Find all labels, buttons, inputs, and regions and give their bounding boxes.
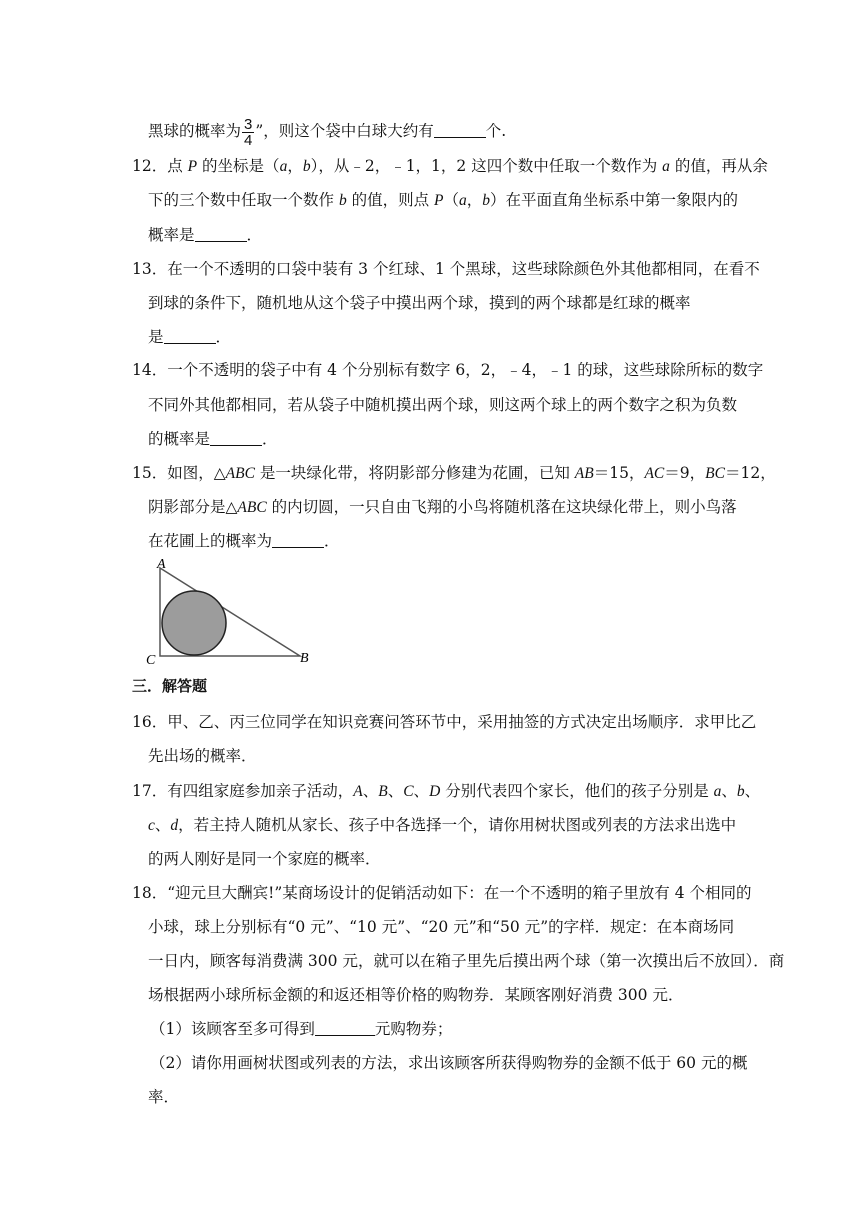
label-b: B bbox=[300, 651, 309, 666]
q12-line-3: 概率是 ． bbox=[148, 226, 263, 244]
q12-line-2: 下的三个数中任取一个数作 b 的值，则点 P（a，b）在平面直角坐标系中第一象限内的 bbox=[148, 191, 739, 209]
q18-line-1: 18．“迎元旦大酬宾!”某商场设计的促销活动如下：在一个不透明的箱子里放有 4 个相同的 bbox=[132, 884, 752, 902]
answer-blank-11[interactable] bbox=[434, 123, 486, 138]
fraction-three-quarters: $\frac{3}{4}$ bbox=[244, 115, 253, 149]
answer-blank-15[interactable] bbox=[272, 533, 324, 548]
incircle bbox=[162, 591, 226, 655]
q17-line-1: 17．有四组家庭参加亲子活动，A、B、C、D 分别代表四个家长，他们的孩子分别是 a、b、 bbox=[132, 782, 761, 800]
q14-line-3: 的概率是 ． bbox=[148, 430, 278, 448]
q18-part-2-line-2: 率． bbox=[148, 1088, 180, 1106]
q14-line-1: 14．一个不透明的袋子中有 4 个分别标有数字 6，2，﹣4，﹣1 的球，这些球除所标的数字 bbox=[132, 361, 764, 379]
section-heading: 三．解答题 bbox=[132, 677, 208, 695]
answer-blank-13[interactable] bbox=[164, 329, 216, 344]
triangle-incircle-figure bbox=[140, 556, 320, 668]
q18-part-2-line-1: （2）请你用画树状图或列表的方法，求出该顾客所获得购物券的金额不低于 60 元的概 bbox=[150, 1054, 748, 1072]
q18-line-4: 场根据两小球所标金额的和返还相等价格的购物券．某顾客刚好消费 300 元． bbox=[148, 986, 684, 1004]
q17-line-3: 的两人刚好是同一个家庭的概率． bbox=[148, 850, 381, 868]
q13-line-3: 是 ． bbox=[148, 328, 232, 346]
q16-line-2: 先出场的概率． bbox=[148, 747, 257, 765]
q17-line-2: c、d，若主持人随机从家长、孩子中各选择一个，请你用树状图或列表的方法求出选中 bbox=[148, 816, 737, 834]
q11-continuation: 黑球的概率为 $\frac{3}{4}$ ”，则这个袋中白球大约有 个. bbox=[148, 115, 507, 149]
q18-line-3: 一日内，顾客每消费满 300 元，就可以在箱子里先后摸出两个球（第一次摸出后不放回）．商 bbox=[148, 952, 785, 970]
answer-blank-14[interactable] bbox=[210, 431, 262, 446]
q18-line-2: 小球，球上分别标有“0 元”、“10 元”、“20 元”和“50 元”的字样．规定：在本商场同 bbox=[148, 918, 735, 936]
answer-blank-12[interactable] bbox=[195, 227, 247, 242]
q16-line-1: 16．甲、乙、丙三位同学在知识竞赛问答环节中，采用抽签的方式决定出场顺序．求甲比乙 bbox=[132, 713, 757, 731]
q18-part-1: （1）该顾客至多可得到 元购物券； bbox=[150, 1020, 453, 1038]
q15-line-1: 15．如图，△ABC 是一块绿化带，将阴影部分修建为花圃，已知 AB＝15，AC＝9，BC＝12， bbox=[132, 464, 776, 482]
q13-line-2: 到球的条件下，随机地从这个袋子中摸出两个球，摸到的两个球都是红球的概率 bbox=[148, 294, 691, 312]
label-a: A bbox=[157, 557, 166, 572]
q13-line-1: 13．在一个不透明的口袋中装有 3 个红球、1 个黑球，这些球除颜色外其他都相同，在看不 bbox=[132, 260, 760, 278]
q15-line-2: 阴影部分是△ABC 的内切圆，一只自由飞翔的小鸟将随机落在这块绿化带上，则小鸟落 bbox=[148, 498, 737, 516]
q14-line-2: 不同外其他都相同，若从袋子中随机摸出两个球，则这两个球上的两个数字之积为负数 bbox=[148, 396, 738, 414]
q15-line-3: 在花圃上的概率为 ． bbox=[148, 532, 340, 550]
label-c: C bbox=[146, 653, 156, 668]
answer-blank-18[interactable] bbox=[315, 1021, 375, 1036]
q12-line-1: 12．点 P 的坐标是（a，b），从﹣2，﹣1，1，2 这四个数中任取一个数作为 a 的值，再从余 bbox=[132, 157, 768, 175]
